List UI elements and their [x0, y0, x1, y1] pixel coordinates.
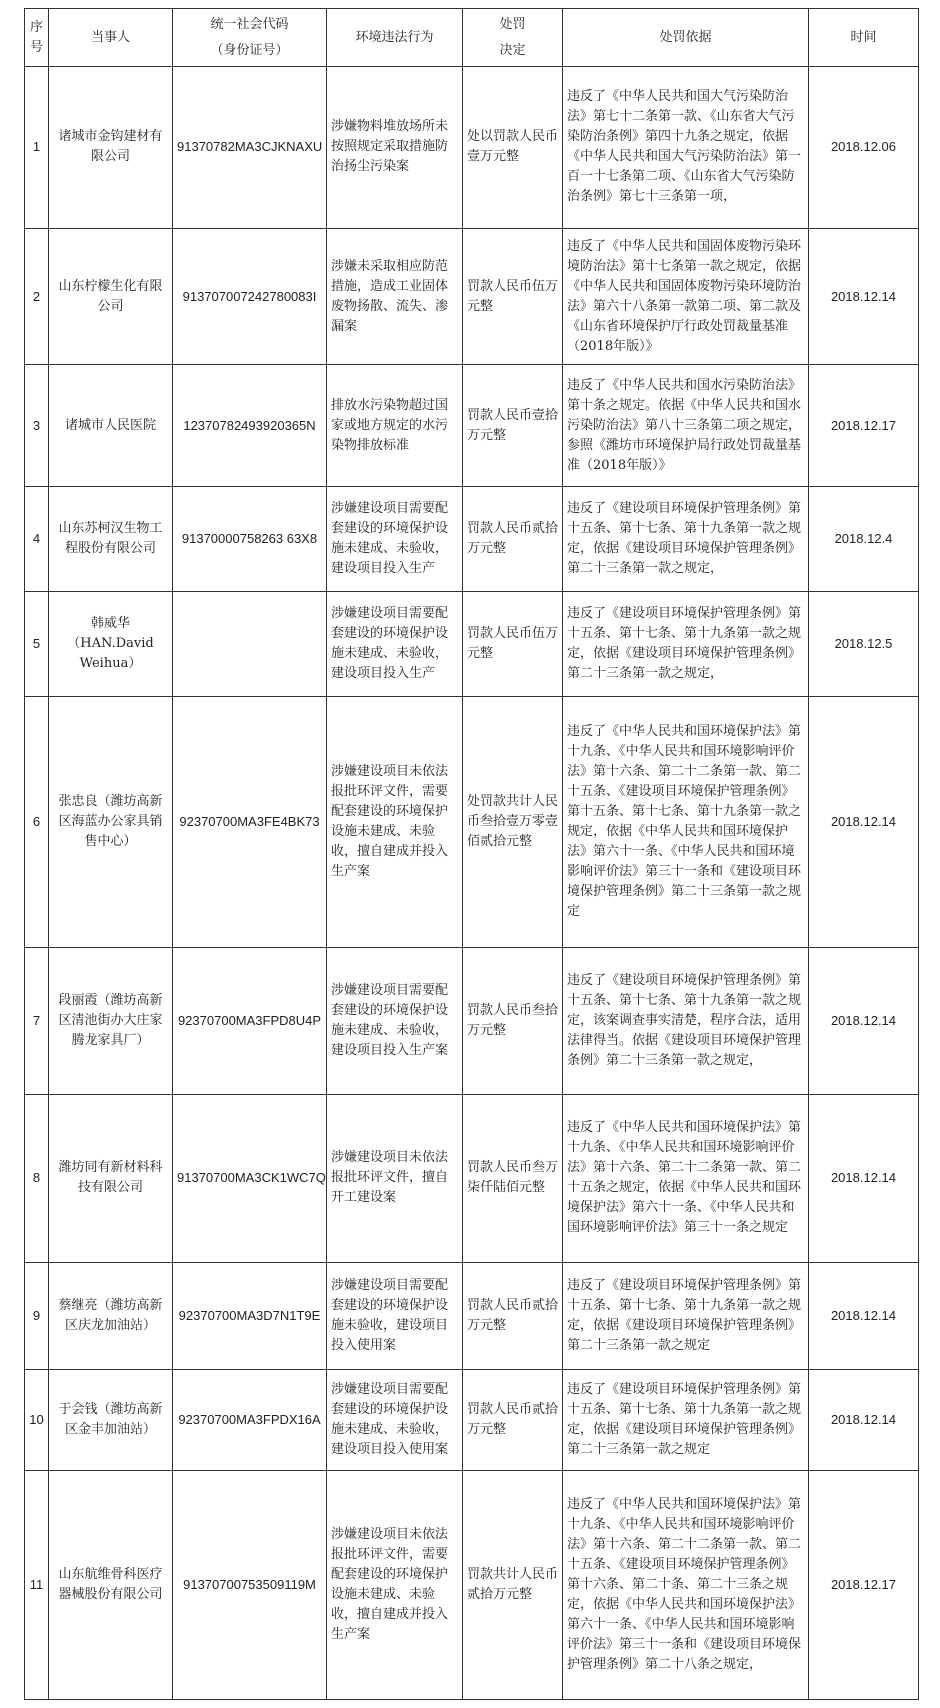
header-violation: 环境违法行为: [327, 9, 463, 67]
header-date: 时间: [809, 9, 919, 67]
row-index: 3: [25, 365, 49, 487]
table-row: [25, 1094, 919, 1262]
row-violation: 涉嫌建设项目需要配套建设的环境保护设施未验收，建设项目投入使用案: [327, 1262, 463, 1369]
header-index: 序号: [25, 9, 49, 67]
row-date: 2018.12.06: [809, 67, 919, 229]
row-basis: 违反了《中华人民共和国环境保护法》第十九条、《中华人民共和国环境影响评价法》第十六条、第二十二条第一款、第二十五条之规定，依据《中华人民共和国环境保护法》第六十一条、《中华人民共和国环境影响评价法》第三十一条之规定: [563, 1094, 809, 1262]
table-row: [25, 487, 919, 592]
row-basis: 违反了《建设项目环境保护管理条例》第十五条、第十七条、第十九条第一款之规定，依据《建设项目环境保护管理条例》第二十三条第一款之规定: [563, 1369, 809, 1470]
row-code: 91370000758263 63X8: [173, 487, 327, 592]
row-date: 2018.12.4: [809, 487, 919, 592]
row-decision: 罚款共计人民币贰拾万元整: [463, 1470, 563, 1699]
row-code: 92370700MA3D7N1T9E: [173, 1262, 327, 1369]
table-row: [25, 947, 919, 1094]
row-code: [173, 592, 327, 697]
row-basis: 违反了《中华人民共和国环境保护法》第十九条、《中华人民共和国环境影响评价法》第十六条、第二十二条第一款、第二十五条、《建设项目环境保护管理条例》第十六条、第二十条、第二十三条之规定，依据《中华人民共和国环境保护法》第六十一条、《中华人民共和国环境影响评价法》第三十一条和《建设项目环境保护管理条例》第二十八条之规定，: [563, 1470, 809, 1699]
row-party: 诸城市人民医院: [49, 365, 173, 487]
row-decision: 罚款人民币贰拾万元整: [463, 487, 563, 592]
table-row: [25, 1470, 919, 1699]
header-row: [25, 9, 919, 67]
row-code: 92370700MA3FPDX16A: [173, 1369, 327, 1470]
row-violation: 涉嫌建设项目未依法报批环评文件，擅自开工建设案: [327, 1094, 463, 1262]
table-row: [25, 67, 919, 229]
header-code: [173, 9, 327, 67]
row-party: 段丽霞（潍坊高新区清池街办大庄家腾龙家具厂）: [49, 947, 173, 1094]
row-decision: 罚款人民币伍万元整: [463, 228, 563, 365]
row-date: 2018.12.14: [809, 228, 919, 365]
row-party: 韩威华（HAN.David Weihua）: [49, 592, 173, 697]
table-row: [25, 365, 919, 487]
row-date: 2018.12.5: [809, 592, 919, 697]
row-violation: 涉嫌建设项目未依法报批环评文件，需要配套建设的环境保护设施未建成、未验收，擅自建成并投入生产案: [327, 697, 463, 947]
row-code: 91370782MA3CJKNAXU: [173, 67, 327, 229]
row-index: 8: [25, 1094, 49, 1262]
row-decision: 罚款人民币叁拾万元整: [463, 947, 563, 1094]
row-party: 诸城市金钩建材有限公司: [49, 67, 173, 229]
table-row: [25, 592, 919, 697]
row-party: 蔡继亮（潍坊高新区庆龙加油站）: [49, 1262, 173, 1369]
row-code: 92370700MA3FPD8U4P: [173, 947, 327, 1094]
header-decision: [463, 9, 563, 67]
header-decision-line2: 决定: [499, 42, 526, 58]
row-code: 913707007242780083I: [173, 228, 327, 365]
row-basis: 违反了《建设项目环境保护管理条例》第十五条、第十七条、第十九条第一款之规定，依据《建设项目环境保护管理条例》第二十三条第一款之规定，: [563, 592, 809, 697]
row-basis: 违反了《中华人民共和国环境保护法》第十九条、《中华人民共和国环境影响评价法》第十六条、第二十二条第一款、第二十五条、《建设项目环境保护管理条例》第十五条、第十七条、第十九条第一款之规定，依据《中华人民共和国环境保护法》第六十一条、《中华人民共和国环境影响评价法》第三十一条和《建设项目环境保护管理条例》第二十三条第一款之规定: [563, 697, 809, 947]
row-violation: 涉嫌建设项目需要配套建设的环境保护设施未建成、未验收，建设项目投入生产: [327, 592, 463, 697]
row-party: 于会钱（潍坊高新区金丰加油站）: [49, 1369, 173, 1470]
row-index: 9: [25, 1262, 49, 1369]
row-party: 山东柠檬生化有限公司: [49, 228, 173, 365]
row-date: 2018.12.14: [809, 1369, 919, 1470]
row-index: 6: [25, 697, 49, 947]
row-basis: 违反了《建设项目环境保护管理条例》第十五条、第十七条、第十九条第一款之规定，依据《建设项目环境保护管理条例》第二十三条第一款之规定，: [563, 487, 809, 592]
row-date: 2018.12.14: [809, 1094, 919, 1262]
row-basis: 违反了《中华人民共和国固体废物污染环境防治法》第十七条第一款之规定，依据《中华人民共和国固体废物污染环境防治法》第六十八条第一款第二项、第二款及《山东省环境保护厅行政处罚裁量基准（2018年版）》: [563, 228, 809, 365]
row-party: 潍坊同有新材料科技有限公司: [49, 1094, 173, 1262]
row-code: 12370782493920365N: [173, 365, 327, 487]
row-decision: 罚款人民币壹拾万元整: [463, 365, 563, 487]
row-index: 5: [25, 592, 49, 697]
row-index: 4: [25, 487, 49, 592]
row-code: 91370700MA3CK1WC7Q: [173, 1094, 327, 1262]
row-index: 10: [25, 1369, 49, 1470]
row-basis: 违反了《中华人民共和国水污染防治法》第十条之规定。依据《中华人民共和国水污染防治法》第八十三条第二项之规定，参照《潍坊市环境保护局行政处罚裁量基准（2018年版）》: [563, 365, 809, 487]
row-date: 2018.12.14: [809, 947, 919, 1094]
header-basis: 处罚依据: [563, 9, 809, 67]
row-date: 2018.12.17: [809, 1470, 919, 1699]
row-code: 92370700MA3FE4BK73: [173, 697, 327, 947]
row-basis: 违反了《中华人民共和国大气污染防治法》第七十二条第一款、《山东省大气污染防治条例》第四十九条之规定，依据《中华人民共和国大气污染防治法》第一百一十七条第二项、《山东省大气污染防治条例》第七十三条第一项，: [563, 67, 809, 229]
header-decision-line1: 处罚: [499, 16, 526, 32]
row-date: 2018.12.14: [809, 1262, 919, 1369]
row-decision: 罚款人民币贰拾万元整: [463, 1262, 563, 1369]
table-row: [25, 697, 919, 947]
row-violation: 涉嫌建设项目未依法报批环评文件，需要配套建设的环境保护设施未建成、未验收，擅自建成并投入生产案: [327, 1470, 463, 1699]
row-decision: 处以罚款人民币壹万元整: [463, 67, 563, 229]
row-violation: 涉嫌建设项目需要配套建设的环境保护设施未建成、未验收，建设项目投入生产: [327, 487, 463, 592]
header-code-line2: （身份证号）: [210, 42, 289, 58]
row-violation: 涉嫌未采取相应防范措施，造成工业固体废物扬散、流失、渗漏案: [327, 228, 463, 365]
row-date: 2018.12.17: [809, 365, 919, 487]
row-basis: 违反了《建设项目环境保护管理条例》第十五条、第十七条、第十九条第一款之规定，该案调查事实清楚，程序合法，适用法律得当。依据《建设项目环境保护管理条例》第二十三条第一款之规定，: [563, 947, 809, 1094]
row-index: 7: [25, 947, 49, 1094]
row-code: 91370700753509119M: [173, 1470, 327, 1699]
row-decision: 处罚款共计人民币叁拾壹万零壹佰贰拾元整: [463, 697, 563, 947]
table-row: [25, 1369, 919, 1470]
row-index: 1: [25, 67, 49, 229]
row-party: 山东航维骨科医疗器械股份有限公司: [49, 1470, 173, 1699]
row-party: 山东苏柯汉生物工程股份有限公司: [49, 487, 173, 592]
row-violation: 涉嫌建设项目需要配套建设的环境保护设施未建成、未验收，建设项目投入使用案: [327, 1369, 463, 1470]
header-party: 当事人: [49, 9, 173, 67]
row-violation: 涉嫌建设项目需要配套建设的环境保护设施未建成、未验收，建设项目投入生产案: [327, 947, 463, 1094]
row-violation: 涉嫌物料堆放场所未按照规定采取措施防治扬尘污染案: [327, 67, 463, 229]
row-decision: 罚款人民币叁万柒仟陆佰元整: [463, 1094, 563, 1262]
row-date: 2018.12.14: [809, 697, 919, 947]
row-decision: 罚款人民币贰拾万元整: [463, 1369, 563, 1470]
table-row: [25, 1262, 919, 1369]
penalty-table: [24, 8, 919, 1700]
row-party: 张忠良（潍坊高新区海蓝办公家具销售中心）: [49, 697, 173, 947]
table-row: [25, 228, 919, 365]
row-index: 11: [25, 1470, 49, 1699]
row-index: 2: [25, 228, 49, 365]
row-decision: 罚款人民币伍万元整: [463, 592, 563, 697]
row-violation: 排放水污染物超过国家或地方规定的水污染物排放标准: [327, 365, 463, 487]
header-code-line1: 统一社会代码: [210, 16, 289, 32]
row-basis: 违反了《建设项目环境保护管理条例》第十五条、第十七条、第十九条第一款之规定，依据《建设项目环境保护管理条例》第二十三条第一款之规定: [563, 1262, 809, 1369]
